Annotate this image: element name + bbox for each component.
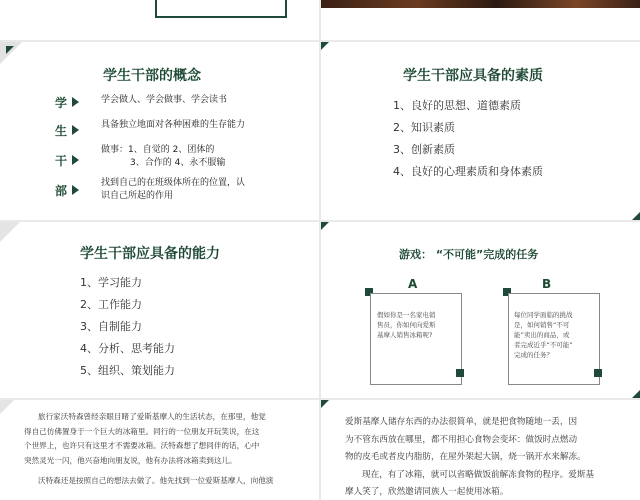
arrow-icon — [72, 185, 79, 195]
slide-title: 游戏： “不可能”完成的任务 — [399, 248, 539, 261]
text-line: 爱斯基摩人储存东西的办法很简单，就是把食物随地一丢，因 — [345, 417, 578, 427]
previous-slide-fragment — [0, 0, 319, 40]
text-line: 每位同学面临的挑战 — [514, 311, 573, 319]
concept-mark: 生 — [55, 124, 68, 138]
corner-accent — [321, 400, 329, 408]
slide-title: 学生干部应具备的素质 — [403, 68, 543, 84]
slide-story-part1[interactable] — [0, 400, 319, 500]
box-b-label: B — [542, 277, 552, 291]
list-item: 3、创新素质 — [393, 143, 455, 156]
corner-accent — [321, 222, 329, 230]
text-line: 旅行家沃特森曾经亲眼目睹了爱斯基摩人的生活状态，在那里，他觉 — [38, 412, 266, 421]
concept-mark: 部 — [55, 184, 68, 198]
text-line: 假如你是一名家电销 — [377, 311, 436, 319]
corner-accent — [632, 212, 640, 220]
corner-accent — [632, 390, 640, 398]
text-line: 得自己仿佛置身于一个巨大的冰箱里。同行的一位朋友开玩笑说，在这 — [24, 426, 260, 436]
concept-text: 具备独立地面对各种困难的生存能力 — [101, 120, 246, 130]
text-line: 是，如何销售“不可 — [514, 321, 570, 329]
text-line: 完成的任务？ — [514, 351, 553, 359]
story-paragraph — [24, 410, 273, 489]
concept-text: 识自己所起的作用 — [101, 191, 174, 201]
story-paragraph — [345, 414, 594, 500]
box-a-corner-square — [456, 369, 464, 377]
slide-abilities[interactable] — [0, 222, 319, 398]
text-line: 个世界上，也许只有这里才不需要冰箱。沃特森想了想同伴的话，心中 — [24, 441, 260, 450]
list-item: 1、学习能力 — [80, 276, 142, 289]
slide-concept[interactable] — [0, 42, 319, 220]
concept-text: 找到自己的在班级体所在的位置，认 — [101, 178, 246, 188]
concept-mark: 干 — [55, 154, 68, 168]
corner-accent — [6, 46, 14, 54]
slide-title: 学生干部的概念 — [103, 68, 201, 84]
corner-decoration — [0, 222, 20, 242]
photo-slide-fragment — [321, 0, 640, 40]
slide-title: 学生干部应具备的能力 — [80, 246, 220, 262]
list-item: 2、知识素质 — [393, 121, 455, 134]
abilities-list — [80, 272, 175, 382]
text-line: 售员，你如何向爱斯 — [377, 321, 436, 329]
task-box-b — [508, 293, 600, 385]
concept-text: 学会做人、学会做事、学会读书 — [101, 95, 228, 105]
list-item: 1、良好的思想、道德素质 — [393, 99, 521, 112]
list-item: 4、良好的心理素质和身体素质 — [393, 165, 543, 178]
box-a-text — [377, 310, 436, 340]
text-line: 物的皮毛或者皮内脂肪，在屋外架起大锅，烧一锅开水来解冻。 — [345, 452, 586, 462]
text-line: 基摩人销售冰箱呢? — [377, 331, 433, 339]
box-a-label: A — [408, 277, 418, 291]
concept-text: 3、合作的 4、永不服输 — [130, 158, 226, 168]
list-item: 5、组织、策划能力 — [80, 364, 175, 377]
slide-qualities[interactable] — [321, 42, 640, 220]
slide-game[interactable] — [321, 222, 640, 398]
list-item: 4、分析、思考能力 — [80, 342, 175, 355]
arrow-icon — [72, 155, 79, 165]
concept-text: 做事：1、自觉的 2、团体的 — [101, 145, 215, 155]
text-line: 摩人笑了，欣然邀请同族人一起使用冰箱。 — [345, 487, 509, 497]
photo-strip — [321, 0, 640, 8]
qualities-list — [393, 95, 543, 183]
list-item: 3、自制能力 — [80, 320, 142, 333]
corner-decoration — [0, 400, 14, 414]
task-box-a — [370, 293, 462, 385]
text-line: 为不管东西放在哪里，都不用担心食物会变坏：做饭时点燃动 — [345, 434, 578, 445]
text-line: 突然灵光一闪，他兴奋地向朋友说，他有办法将冰箱卖到这儿。 — [24, 455, 237, 465]
text-line: 现在，有了冰箱，就可以省略做饭前解冻食物的程序。爱斯基 — [362, 469, 595, 480]
box-b-text — [514, 310, 573, 360]
arrow-icon — [72, 97, 79, 107]
box-b-corner-square — [594, 369, 602, 377]
list-item: 2、工作能力 — [80, 298, 142, 311]
frame-decoration — [155, 0, 287, 18]
corner-accent — [321, 42, 329, 50]
slide-story-part2[interactable] — [321, 400, 640, 500]
concept-mark: 学 — [55, 96, 68, 110]
arrow-icon — [72, 125, 79, 135]
text-line: 者完成近乎“不可能” — [514, 341, 573, 349]
text-line: 沃特森还是按照自己的想法去做了。他先找到一位爱斯基摩人，向他演 — [38, 476, 274, 485]
text-line: 能”卖出的商品，或 — [514, 331, 570, 339]
